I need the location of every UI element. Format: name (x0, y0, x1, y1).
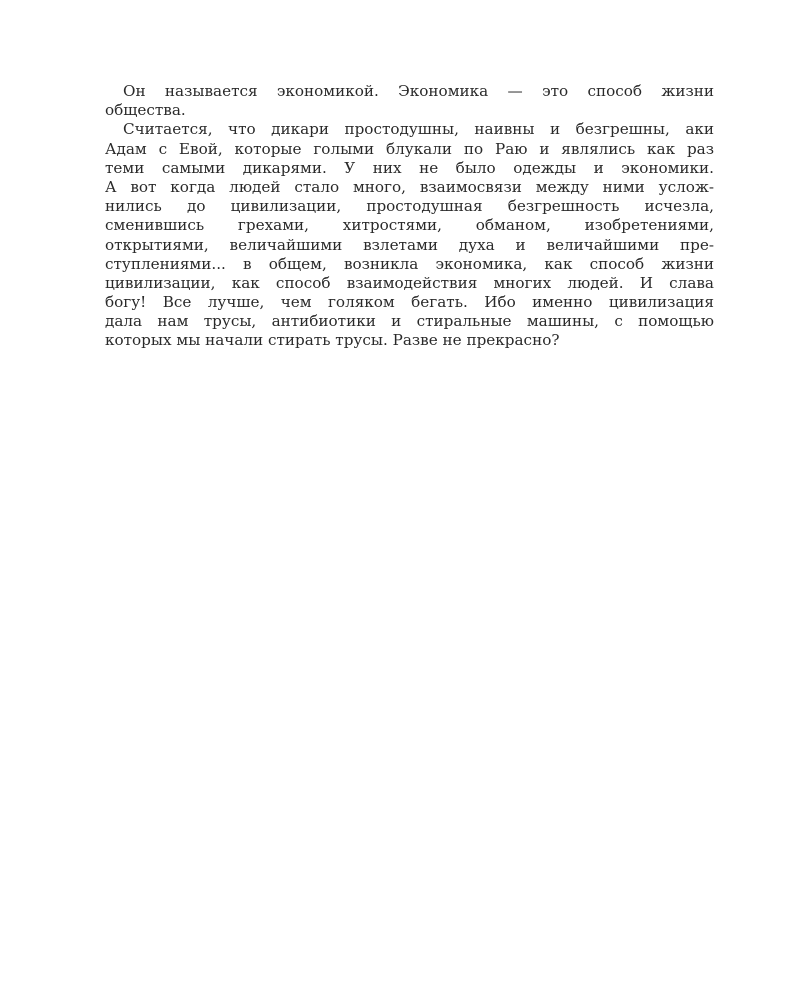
paragraph-1 (105, 82, 714, 120)
text-line: А вот когда людей стало много, взаимосвязи между ними услож- (105, 177, 714, 196)
text-line: Считается, что дикари простодушны, наивны и безгрешны, аки (123, 120, 714, 139)
text-line: богу! Все лучше, чем голяком бегать. Ибо именно цивилизация (105, 293, 714, 312)
text-line: ступлениями... в общем, возникла экономика, как способ жизни (105, 254, 714, 273)
text-line: сменившись грехами, хитростями, обманом, изобретениями, (105, 216, 714, 235)
body-text (105, 82, 714, 351)
paragraph-2 (105, 120, 714, 350)
text-line: теми самыми дикарями. У них не было одежды и экономики. (105, 158, 714, 177)
text-line: нились до цивилизации, простодушная безгрешность исчезла, (105, 197, 714, 216)
text-line: Он называется экономикой. Экономика — это способ жизни (123, 82, 714, 100)
text-line: общества. (105, 101, 186, 120)
text-line: которых мы начали стирать трусы. Разве не прекрасно? (105, 331, 560, 350)
text-line: цивилизации, как способ взаимодействия многих людей. И слава (105, 273, 714, 292)
text-line: открытиями, величайшими взлетами духа и величайшими пре- (105, 235, 714, 254)
text-line: Адам с Евой, которые голыми блукали по Раю и являлись как раз (105, 139, 714, 158)
text-line: дала нам трусы, антибиотики и стиральные машины, с помощью (105, 312, 714, 331)
